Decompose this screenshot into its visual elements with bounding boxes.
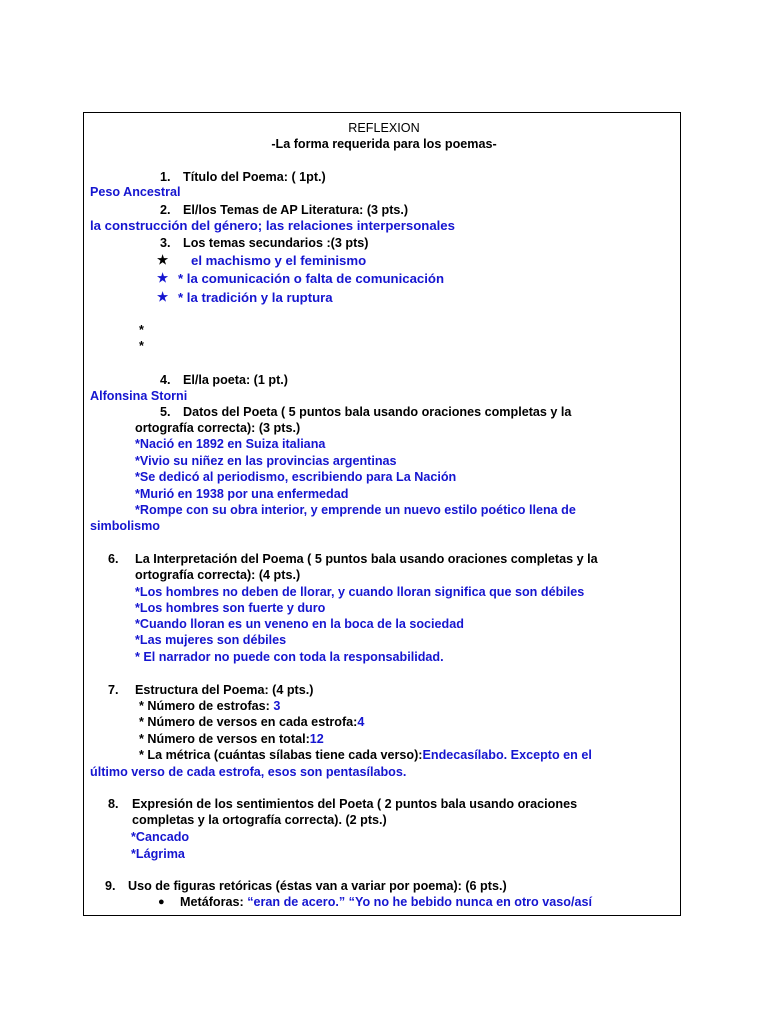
q1-answer: Peso Ancestral: [90, 185, 181, 199]
q5-answer: *Vivio su niñez en las provincias argentinas: [135, 454, 397, 468]
q5-answer: *Murió en 1938 por una enfermedad: [135, 487, 349, 501]
q6-label-line1: La Interpretación del Poema ( 5 puntos bala usando oraciones completas y la: [135, 552, 598, 566]
q8-label-line2: completas y la ortografía correcta). (2 pts.): [132, 813, 387, 827]
q7-estrofas: [139, 698, 280, 714]
q3-empty-bullet: *: [139, 323, 144, 337]
q5-answer: *Rompe con su obra interior, y emprende un nuevo estilo poético llena de: [135, 503, 576, 517]
q7-metrica-label: * La métrica (cuántas sílabas tiene cada verso):: [139, 748, 423, 762]
q3-number: 3.: [160, 236, 171, 250]
q5-answer-wrap: simbolismo: [90, 519, 160, 533]
q6-label-line2: ortografía correcta): (4 pts.): [135, 568, 301, 582]
q9-label: Uso de figuras retóricas (éstas van a variar por poema): (6 pts.): [128, 879, 507, 893]
q9-metaforas-value: “eran de acero.” “Yo no he bebido nunca en otro vaso/así: [247, 895, 592, 909]
q4-number: 4.: [160, 373, 171, 387]
q7-estrofas-label: * Número de estrofas:: [139, 699, 274, 713]
q5-answer: *Nació en 1892 en Suiza italiana: [135, 437, 326, 451]
q6-number: 6.: [108, 552, 119, 566]
q3-empty-bullet: *: [139, 339, 144, 353]
q8-answer: *Lágrima: [131, 847, 185, 861]
q3-item: * la comunicación o falta de comunicación: [178, 271, 445, 286]
q2-number: 2.: [160, 203, 171, 217]
q7-estrofas-value: 3: [273, 699, 281, 713]
q6-answer: *Los hombres son fuerte y duro: [135, 601, 326, 615]
document-title: REFLEXION: [348, 121, 420, 135]
q7-label: Estructura del Poema: (4 pts.): [135, 683, 314, 697]
q3-label: Los temas secundarios :(3 pts): [183, 236, 369, 250]
q3-star-icon: ★: [157, 290, 169, 304]
q6-answer: *Cuando lloran es un veneno en la boca de la sociedad: [135, 617, 464, 631]
q6-answer: *Las mujeres son débiles: [135, 633, 287, 647]
q5-label-line1: Datos del Poeta ( 5 puntos bala usando oraciones completas y la: [183, 405, 572, 419]
q8-number: 8.: [108, 797, 119, 811]
q2-answer: la construcción del género; las relaciones interpersonales: [90, 218, 455, 233]
q1-number: 1.: [160, 170, 171, 184]
q8-label-line1: Expresión de los sentimientos del Poeta ( 2 puntos bala usando oraciones: [132, 797, 578, 811]
q1-label: Título del Poema: ( 1pt.): [183, 170, 326, 184]
q3-star-icon: ★: [157, 253, 169, 267]
q5-number: 5.: [160, 405, 171, 419]
q7-versos-estrofa-value: 4: [357, 715, 365, 729]
q5-answer: *Se dedicó al periodismo, escribiendo para La Nación: [135, 470, 457, 484]
q7-versos-total: [139, 731, 324, 747]
q4-answer: Alfonsina Storni: [90, 389, 188, 403]
q7-number: 7.: [108, 683, 119, 697]
q7-metrica-wrap: último verso de cada estrofa, esos son pentasílabos.: [90, 765, 407, 779]
q9-bullet-icon: ●: [158, 896, 165, 908]
q7-versos-total-value: 12: [309, 732, 324, 746]
q6-answer: *Los hombres no deben de llorar, y cuando lloran significa que son débiles: [135, 585, 585, 599]
q6-answer: * El narrador no puede con toda la responsabilidad.: [135, 650, 444, 664]
q7-metrica-value: Endecasílabo. Excepto en el: [422, 748, 592, 762]
document-subtitle: -La forma requerida para los poemas-: [271, 137, 497, 151]
q7-metrica: [139, 747, 592, 763]
q3-star-icon: ★: [157, 271, 169, 285]
q9-metaforas-label: Metáforas:: [180, 895, 248, 909]
q5-label-line2: ortografía correcta): (3 pts.): [135, 421, 301, 435]
q4-label: El/la poeta: (1 pt.): [183, 373, 288, 387]
q7-versos-estrofa-label: * Número de versos en cada estrofa:: [139, 715, 358, 729]
q9-metaforas: [180, 894, 592, 910]
q9-number: 9.: [105, 879, 116, 893]
q2-label: El/los Temas de AP Literatura: (3 pts.): [183, 203, 409, 217]
q3-item: * la tradición y la ruptura: [178, 290, 333, 305]
q8-answer: *Cancado: [131, 830, 190, 844]
q3-item: el machismo y el feminismo: [191, 253, 367, 268]
q7-versos-estrofa: [139, 714, 364, 730]
q7-versos-total-label: * Número de versos en total:: [139, 732, 310, 746]
